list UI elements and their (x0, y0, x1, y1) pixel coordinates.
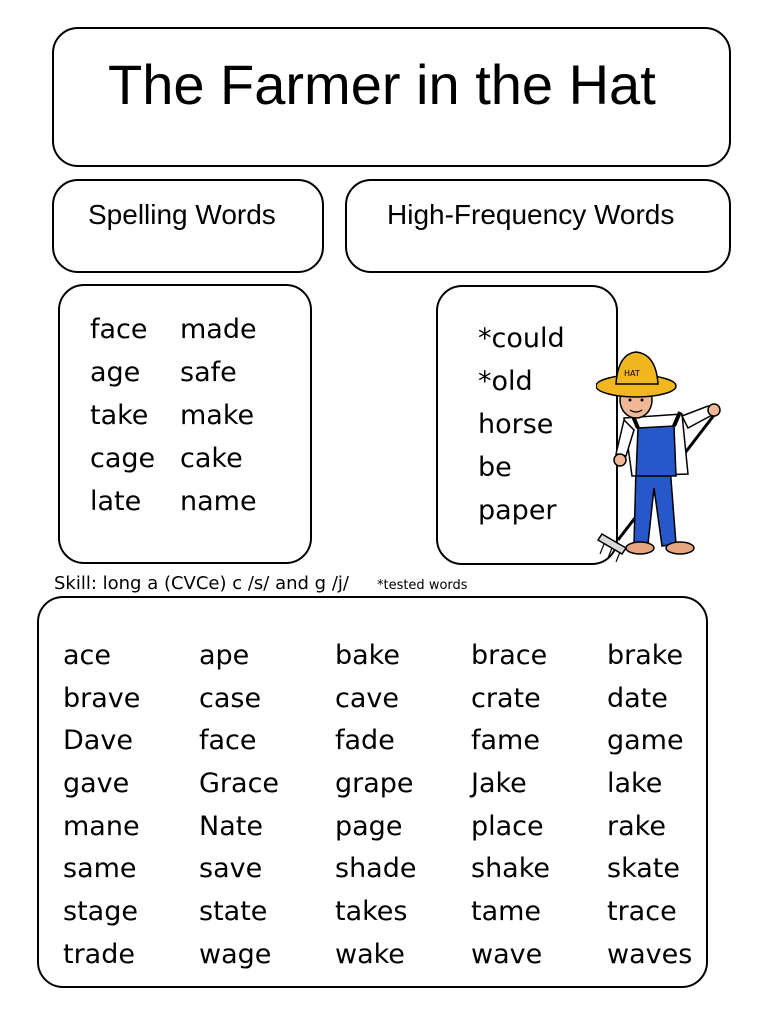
list-word: mane (63, 810, 140, 842)
high-frequency-word: *old (478, 366, 533, 397)
page-title: The Farmer in the Hat (108, 53, 656, 116)
list-word: same (63, 853, 137, 885)
tested-words-note: *tested words (376, 578, 468, 593)
list-word: ace (63, 640, 112, 671)
high-frequency-word: paper (478, 495, 557, 526)
spelling-word: cake (180, 443, 243, 474)
eye (641, 399, 644, 402)
list-word: wave (471, 938, 543, 970)
spelling-word: safe (180, 357, 237, 388)
left-shoe (626, 542, 654, 554)
eye (629, 399, 632, 402)
list-word: trade (63, 938, 135, 970)
list-word: date (607, 682, 668, 714)
spelling-word: made (180, 314, 257, 345)
list-word: case (199, 682, 262, 714)
list-word: grape (335, 768, 414, 800)
spelling-word: late (90, 486, 142, 517)
word-list-grid (63, 640, 707, 982)
list-word: brave (63, 682, 141, 714)
right-hand (708, 404, 720, 416)
list-word: Dave (63, 725, 133, 757)
list-word: rake (607, 810, 666, 842)
list-word: game (607, 725, 684, 757)
hat-label: HAT (624, 369, 640, 378)
list-word: wake (335, 938, 405, 970)
list-word: state (199, 896, 268, 928)
rake-tine (608, 548, 612, 558)
list-word: Jake (471, 768, 527, 800)
list-word: fame (471, 725, 540, 757)
list-word: shake (471, 853, 551, 885)
spelling-words-heading-box (52, 179, 324, 273)
title-box (52, 27, 731, 167)
skill-line (54, 573, 468, 594)
spelling-word: take (90, 400, 149, 431)
right-shoe (666, 542, 694, 554)
rake-tine (616, 552, 620, 562)
skill-text: Skill: long a (CVCe) c /s/ and g /j/ (54, 573, 349, 594)
high-frequency-words-heading: High-Frequency Words (387, 199, 675, 230)
spelling-word: age (90, 357, 141, 388)
farmer-illustration (596, 348, 728, 570)
list-word: gave (63, 768, 130, 800)
list-word: tame (471, 896, 542, 928)
high-frequency-words-heading-box (345, 179, 731, 273)
list-word: place (471, 810, 544, 842)
high-frequency-words-list (478, 323, 565, 538)
overalls-bib (636, 426, 676, 476)
list-word: save (199, 853, 263, 885)
list-word: cave (335, 682, 399, 714)
list-word: takes (335, 896, 408, 928)
list-word: face (199, 725, 257, 757)
high-frequency-word: *could (478, 323, 565, 354)
list-word: ape (199, 640, 250, 671)
spelling-word: name (180, 486, 257, 517)
spelling-word: make (180, 400, 255, 431)
list-word: Nate (199, 810, 263, 842)
word-list-box (37, 596, 708, 988)
list-word: brake (607, 640, 684, 671)
list-word: crate (471, 682, 541, 714)
spelling-words-heading: Spelling Words (88, 199, 276, 230)
list-word: trace (607, 896, 677, 928)
list-word: lake (607, 768, 663, 800)
high-frequency-word: be (478, 452, 512, 483)
spelling-word: face (90, 314, 148, 345)
high-frequency-word: horse (478, 409, 554, 440)
list-word: shade (335, 853, 417, 885)
list-word: brace (471, 640, 548, 671)
spelling-word: cage (90, 443, 156, 474)
hat-crown (616, 352, 658, 384)
list-word: Grace (199, 768, 280, 800)
list-word: fade (335, 725, 395, 757)
list-word: bake (335, 640, 400, 671)
list-word: page (335, 810, 403, 842)
high-frequency-words-box (436, 285, 618, 565)
list-word: waves (607, 938, 693, 970)
list-word: skate (607, 853, 680, 885)
left-hand (614, 454, 626, 466)
overalls-legs (634, 466, 676, 546)
spelling-words-box (58, 284, 312, 564)
spelling-words-grid (90, 314, 280, 529)
list-word: stage (63, 896, 138, 928)
rake-tine (600, 544, 604, 554)
list-word: wage (199, 938, 272, 970)
